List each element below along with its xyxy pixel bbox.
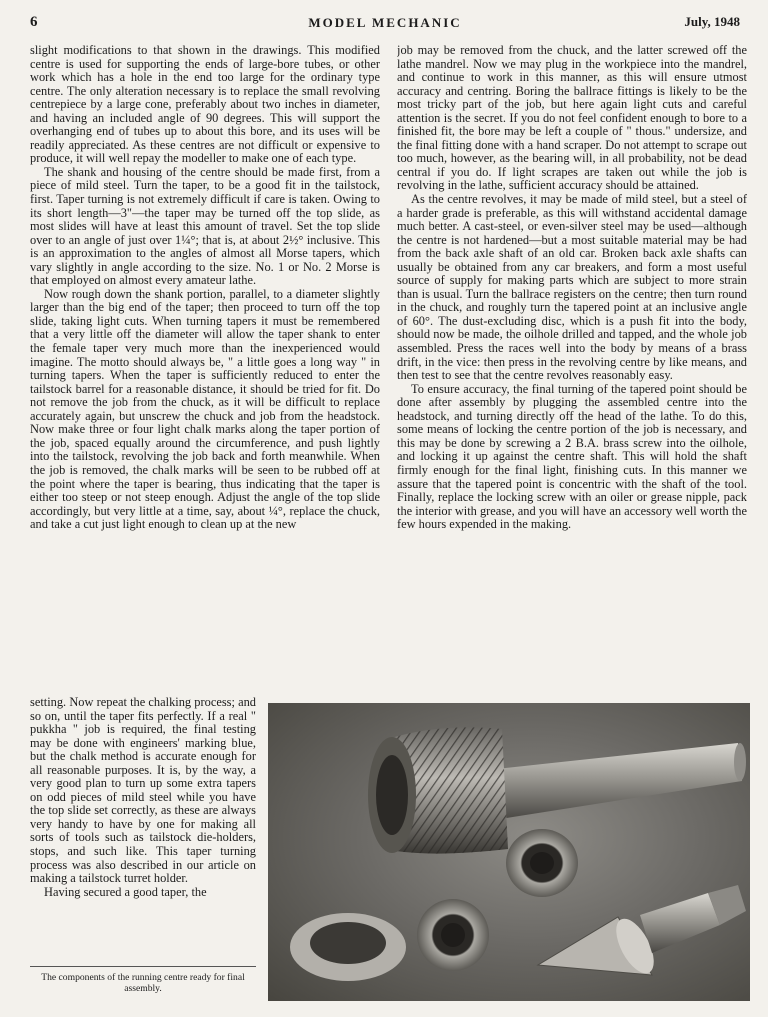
issue-date: July, 1948 bbox=[684, 14, 740, 29]
left-column bbox=[30, 44, 380, 694]
caption-rule bbox=[30, 966, 256, 967]
paragraph: setting. Now repeat the chalking process; and so on, until the taper fits perfectly. If a real " pukkha " job is required, the final testing may be done with engineers' marking blue, but the chalk method is accurate enough for all reasonable purposes. It is, by the way, a very good plan to turn up some extra tapers on odd pieces of mild steel while you have the top slide set correctly, as these are always very handy to have by one for making all sorts of tools such as tailstock die-holders, stops, and such like. This taper turning process was also described in our article on making a tailstock turret holder. bbox=[30, 696, 256, 886]
paragraph: As the centre revolves, it may be made of mild steel, but a steel of a harder grade is preferable, as this will withstand accidental damage much better. A cast-steel, or even-silver steel may be used—although the centre is not hardened—but a most suitable material may be had from the back axle shaft of an old car. Broken back axle shafts can usually be obtained from any car breakers, and form a most useful source of supply for making parts which are subject to more strain than is usual. Turn the ballrace registers on the centre; then turn round in the chuck, and roughly turn the tapered point at an inclusive angle of 60°. The dust-excluding disc, which is a push fit into the body, should now be made, the oilhole drilled and tapped, and the whole job assembled. Press the races well into the body by means of a brass drift, in the vice: then press in the revolving centre by like means, and then test to see that the centre revolves reasonably easy. bbox=[397, 192, 747, 383]
paragraph: slight modifications to that shown in the drawings. This modified centre is used for supporting the ends of large-bore tubes, or other work which has a hole in the end too large for the ordinary type centre. The only alteration necessary is to replace the small revolving centrepiece by a large cone, preferably about two inches in diameter, and having an included angle of 90 degrees. This will support the overhanging end of tubes up to about this bore, and its uses will be readily appreciated. As these centres are not difficult or expensive to produce, it will well repay the modeller to make one of each type. bbox=[30, 44, 380, 166]
right-column bbox=[397, 44, 747, 694]
components-photo bbox=[268, 703, 750, 1001]
page-header bbox=[30, 14, 740, 34]
paragraph: To ensure accuracy, the final turning of the tapered point should be done after assembly by plugging the assembled centre into the headstock, and turning directly off the head of the lathe. To do this, some means of locking the centre portion of the job is necessary, and this may be done by screwing a 2 B.A. brass screw into the oilhole, and locking it up against the centre shaft. This will hold the shaft firmly enough for the final light, finishing cuts. In this manner we assure that the tapered point is concentric with the shaft of the tool. Finally, replace the locking screw with an oiler or grease nipple, pack the interior with grease, and you will have an accessory well worth the few hours expended in the making. bbox=[397, 381, 747, 532]
paragraph: job may be removed from the chuck, and the latter screwed off the lathe mandrel. Now we may plug in the workpiece into the mandrel, and continue to work in this manner, as this will ensure utmost accuracy and centring. Boring the ballrace fittings is likely to be the most tricky part of the job, but here again light cuts and careful attention is the secret. If you do not feel confident enough to bore to a finished fit, the bore may be left a couple of " thous." undersize, and the final fitting done with a hand scraper. Do not attempt to scrape out too much, however, as the bearing will, in all probability, not be dead central if you do. If light scrapes are taken out while the job is revolving in the lathe, sufficient accuracy should be attained. bbox=[397, 44, 747, 193]
paragraph: Now rough down the shank portion, parallel, to a diameter slightly larger than the big end of the taper; then proceed to turn off the top slide, taking light cuts. When turning tapers it must be remembered that a very little off the diameter will allow the taper shank to enter the female taper very much more than the inexperienced would imagine. The motto should always be, " a little goes a long way " in turning tapers. When the taper is sufficiently reduced to enter the tailstock barrel for a reasonable distance, it should be tried for fit. Do not remove the job from the chuck, as it will be difficult to replace accurately again, but unscrew the chuck and job from the headstock. Now make three or four light chalk marks along the taper portion of the job, spaced equally around the circumference, and push lightly into the tailstock, revolving the job back and forth meanwhile. When the job is removed, the chalk marks will be seen to be rubbed off at the point where the taper is bearing, thus indicating that the taper is either too steep or not steep enough. Adjust the angle of the top slide accordingly, but very little at a time, say, about ¼°, replace the chuck, and take a cut just light enough to clean up at the new bbox=[30, 286, 380, 532]
paragraph: The shank and housing of the centre should be made first, from a piece of mild steel. Turn the taper, to be a good fit in the tailstock, first. Taper turning is not extremely difficult if care is taken. Owing to its short length—3"—the taper may be turned off the top slide, as most slides will have at least this amount of travel. Set the top slide over to an angle of just over 1¼°; that is, at about 2½° inclusive. This is an approximation to the angles of almost all Morse tapers, which vary slightly in angle according to the size. No. 1 or No. 2 Morse is that employed on almost every amateur lathe. bbox=[30, 164, 380, 288]
page-number: 6 bbox=[30, 14, 38, 30]
running-centre-components-image bbox=[268, 703, 750, 1001]
magazine-title: MODEL MECHANIC bbox=[308, 15, 462, 30]
paragraph: Having secured a good taper, the bbox=[44, 884, 207, 899]
photo-caption: The components of the running centre ready for final assembly. bbox=[41, 972, 245, 994]
left-narrow-column bbox=[30, 696, 256, 958]
